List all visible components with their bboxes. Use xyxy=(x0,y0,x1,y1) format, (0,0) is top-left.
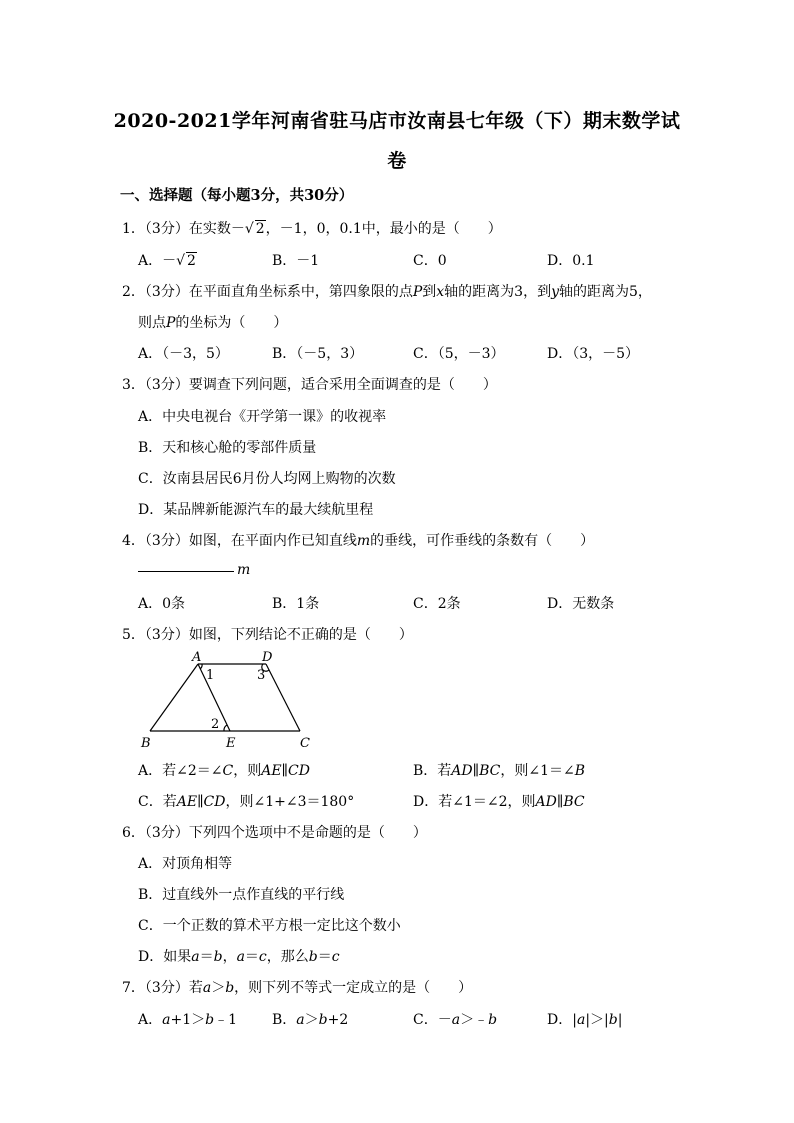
label-angle-3: 3 xyxy=(257,668,266,683)
q5-option-b: B．若AD∥BC，则∠1＝∠B xyxy=(413,763,586,779)
question-7-stem: 7．（3分）若a＞b，则下列不等式一定成立的是（ ） xyxy=(122,980,473,996)
q1-option-c: C．0 xyxy=(413,253,447,269)
line-m-label: m xyxy=(237,562,251,578)
exam-title-line2: 卷 xyxy=(387,150,407,172)
question-1-stem: 1．（3分）在实数－√ 2，－1，0，0.1中，最小的是（ ） xyxy=(122,221,502,237)
segment-ab xyxy=(150,664,198,731)
label-c: C xyxy=(300,736,310,751)
q5-option-d: D．若∠1＝∠2，则AD∥BC xyxy=(413,794,585,810)
q4-option-d: D．无数条 xyxy=(547,596,615,612)
label-a: A xyxy=(192,650,202,665)
label-b: B xyxy=(141,736,151,751)
q3-option-d: D．某品牌新能源汽车的最大续航里程 xyxy=(138,502,374,518)
q6-option-a: A．对顶角相等 xyxy=(138,856,233,872)
exam-title-line1: 2020-2021学年河南省驻马店市汝南县七年级（下）期末数学试 xyxy=(113,110,681,132)
q2-option-b: B．（－5，3） xyxy=(272,346,364,362)
q6-option-b: B．过直线外一点作直线的平行线 xyxy=(138,887,345,903)
label-angle-2: 2 xyxy=(211,717,220,732)
line-m-figure xyxy=(138,571,234,572)
question-3-stem: 3．（3分）要调查下列问题，适合采用全面调查的是（ ） xyxy=(122,377,497,393)
geometry-figure xyxy=(138,648,318,752)
sqrt-symbol: √ 2 xyxy=(176,253,196,269)
label-e: E xyxy=(226,736,236,751)
q4-option-a: A．0条 xyxy=(138,596,186,612)
q6-option-c: C．一个正数的算术平方根一定比这个数小 xyxy=(138,918,401,934)
q1-option-d: D．0.1 xyxy=(547,253,595,269)
question-2-stem: 2．（3分）在平面直角坐标系中，第四象限的点P到x轴的距离为3，到y轴的距离为5， xyxy=(122,284,652,300)
q5-option-c: C．若AE∥CD，则∠1+∠3＝180° xyxy=(138,794,355,810)
segment-dc xyxy=(266,664,300,731)
label-angle-1: 1 xyxy=(206,668,215,683)
section-heading: 一、选择题（每小题3分，共30分） xyxy=(120,187,354,204)
q2-option-c: C．（5，－3） xyxy=(413,346,505,362)
angle-2-arc xyxy=(224,725,227,731)
q7-option-a: A．a+1＞b﹣1 xyxy=(138,1012,238,1028)
question-4-stem: 4．（3分）如图，在平面内作已知直线m的垂线，可作垂线的条数有（ ） xyxy=(122,533,595,549)
q4-option-b: B．1条 xyxy=(272,596,320,612)
q7-option-c: C．－a＞﹣b xyxy=(413,1012,498,1028)
label-d: D xyxy=(262,650,273,665)
q3-option-b: B．天和核心舱的零部件质量 xyxy=(138,440,317,456)
question-2-stem-line2: 则点P的坐标为（ ） xyxy=(138,315,288,331)
q5-option-a: A．若∠2＝∠C，则AE∥CD xyxy=(138,763,310,779)
q2-option-a: A．（－3，5） xyxy=(138,346,229,362)
sqrt-symbol: √ 2 xyxy=(244,221,265,237)
q2-option-d: D．（3，－5） xyxy=(547,346,640,362)
question-5-stem: 5．（3分）如图，下列结论不正确的是（ ） xyxy=(122,627,413,643)
q4-option-c: C．2条 xyxy=(413,596,461,612)
q6-option-d: D．如果a＝b，a＝c，那么b＝c xyxy=(138,949,340,965)
question-6-stem: 6．（3分）下列四个选项中不是命题的是（ ） xyxy=(122,825,427,841)
q7-option-b: B．a＞b+2 xyxy=(272,1012,349,1028)
q1-option-b: B．－1 xyxy=(272,253,320,269)
q3-option-c: C．汝南县居民6月份人均网上购物的次数 xyxy=(138,471,396,487)
q3-option-a: A．中央电视台《开学第一课》的收视率 xyxy=(138,409,387,425)
q7-option-d: D．|a|＞|b| xyxy=(547,1012,623,1028)
q1-option-a: A．－√ 2 xyxy=(138,253,196,269)
